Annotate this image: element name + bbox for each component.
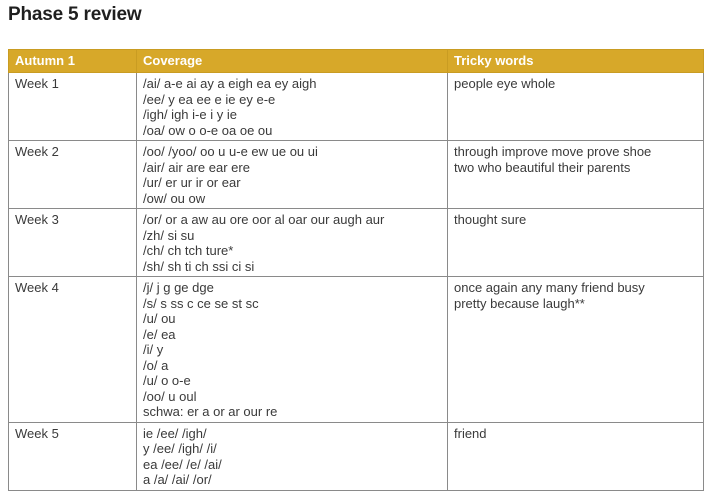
coverage-line: /oo/ /yoo/ oo u u-e ew ue ou ui	[143, 144, 318, 159]
header-term: Autumn 1	[9, 50, 137, 73]
coverage-line: a /a/ /ai/ /or/	[143, 472, 212, 487]
coverage-line: /igh/ igh i-e i y ie	[143, 107, 237, 122]
coverage-line: /ai/ a-e ai ay a eigh ea ey aigh	[143, 76, 317, 91]
coverage-line: /ee/ y ea ee e ie ey e-e	[143, 91, 276, 107]
tricky-words-cell	[448, 141, 704, 209]
tricky-words-line: thought sure	[454, 212, 527, 227]
coverage-cell	[137, 209, 448, 277]
phase-review-table	[8, 49, 704, 491]
week-cell: Week 2	[9, 141, 137, 209]
table-header-row	[9, 50, 704, 73]
coverage-line: /u/ o o-e	[143, 373, 191, 388]
coverage-line: /air/ air are ear ere	[143, 159, 250, 175]
tricky-words-cell	[448, 277, 704, 423]
week-cell: Week 4	[9, 277, 137, 423]
tricky-words-line: people eye whole	[454, 76, 556, 91]
coverage-line: ie /ee/ /igh/	[143, 425, 207, 441]
header-coverage: Coverage	[137, 50, 448, 73]
coverage-line: /ur/ er ur ir or ear	[143, 175, 241, 190]
tricky-words-cell	[448, 73, 704, 141]
header-tricky-words: Tricky words	[448, 50, 704, 73]
tricky-words-line: pretty because laugh**	[454, 295, 585, 311]
tricky-words-line: through improve move prove shoe	[454, 144, 652, 159]
coverage-line: /u/ ou	[143, 311, 176, 326]
coverage-line: /i/ y	[143, 342, 164, 357]
coverage-line: /o/ a	[143, 357, 169, 373]
tricky-words-cell	[448, 422, 704, 490]
tricky-words-cell	[448, 209, 704, 277]
table-row	[9, 141, 704, 209]
coverage-line: /oa/ ow o o-e oa oe ou	[143, 122, 273, 138]
tricky-words-line: friend	[454, 425, 487, 441]
coverage-line: schwa: er a or ar our re	[143, 404, 278, 419]
table-row	[9, 209, 704, 277]
coverage-line: /s/ s ss c ce se st sc	[143, 295, 259, 311]
coverage-line: /ch/ ch tch ture*	[143, 243, 234, 258]
tricky-words-line: two who beautiful their parents	[454, 159, 631, 175]
coverage-line: /ow/ ou ow	[143, 190, 206, 206]
coverage-line: y /ee/ /igh/ /i/	[143, 441, 217, 456]
coverage-line: ea /ee/ /e/ /ai/	[143, 456, 222, 472]
coverage-line: /e/ ea	[143, 326, 176, 342]
coverage-cell	[137, 141, 448, 209]
week-cell: Week 1	[9, 73, 137, 141]
coverage-line: /oo/ u oul	[143, 388, 197, 404]
tricky-words-line: once again any many friend busy	[454, 280, 645, 295]
page-title: Phase 5 review	[8, 4, 142, 25]
coverage-line: /or/ or a aw au ore oor al oar our augh aur	[143, 212, 385, 227]
table-row	[9, 277, 704, 423]
coverage-cell	[137, 277, 448, 423]
coverage-line: /j/ j g ge dge	[143, 280, 214, 295]
coverage-line: /sh/ sh ti ch ssi ci si	[143, 258, 255, 274]
table-row	[9, 422, 704, 490]
table-row	[9, 73, 704, 141]
coverage-cell	[137, 73, 448, 141]
week-cell: Week 5	[9, 422, 137, 490]
coverage-cell	[137, 422, 448, 490]
week-cell: Week 3	[9, 209, 137, 277]
coverage-line: /zh/ si su	[143, 227, 195, 243]
